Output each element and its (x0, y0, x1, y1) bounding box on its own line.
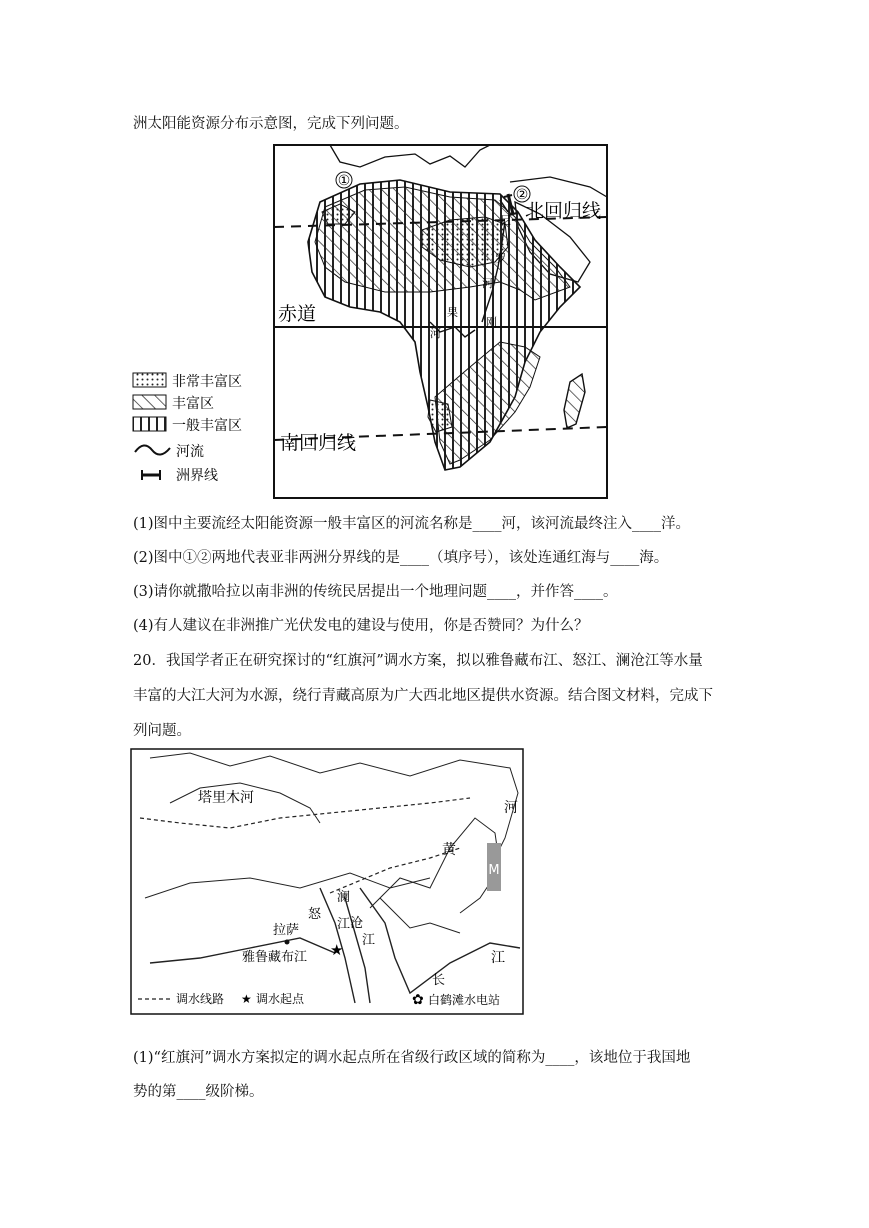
q20-line-1: 20．我国学者正在研究探讨的“红旗河”调水方案，拟以雅鲁藏布江、怒江、澜沧江等水量 (133, 653, 703, 669)
lan-label: 澜 (337, 890, 351, 905)
legend-star-icon: ★ (241, 992, 252, 1006)
legend-start: 调水起点 (256, 992, 305, 1006)
q20-sub-1-line-1: (1)“红旗河”调水方案拟定的调水起点所在省级行政区域的简称为____，该地位于我国地 (133, 1050, 691, 1066)
legend-very-rich: 非常丰富区 (172, 374, 242, 390)
baihetan-label: 白鹤滩水电站 (428, 993, 501, 1007)
legend-rich-swatch (133, 395, 166, 409)
river-char-gang: 刚 (486, 316, 497, 329)
legend-rich: 丰富区 (172, 396, 214, 412)
q20-line-2: 丰富的大江大河为水源，绕行青藏高原为广大西北地区提供水资源。结合图文材料，完成下 (133, 688, 713, 704)
legend-very-rich-swatch (133, 373, 166, 387)
jiang-label-3: 江 (491, 950, 505, 966)
lhasa-marker (285, 940, 290, 945)
river-char-luo: 罗 (495, 252, 506, 265)
q19-sub-1: (1)图中主要流经太阳能资源一般丰富区的河流名称是____河，该河流最终注入____洋。 (133, 516, 691, 532)
tropic-capricorn-label: 南回归线 (280, 432, 357, 454)
river-char-he-1: 河 (482, 277, 493, 290)
map-legend (133, 373, 242, 484)
cang-label: 沧 (350, 916, 364, 931)
huang-label: 黄 (442, 842, 456, 858)
q19-sub-4: (4)有人建议在非洲推广光伏发电的建设与使用，你是否赞同？为什么？ (133, 618, 589, 634)
china-water-transfer-map (130, 748, 525, 1016)
legend-general: 一般丰富区 (172, 418, 242, 434)
baihetan-icon: ✿ (412, 992, 424, 1008)
tarim-label: 塔里木河 (198, 790, 254, 806)
circle-2: ② (515, 187, 529, 203)
river-char-ni: 尼 (500, 214, 511, 227)
q20-line-3: 列问题。 (133, 723, 191, 739)
legend-general-swatch (133, 417, 166, 431)
nu-label: 怒 (308, 907, 322, 922)
map-frame (131, 749, 523, 1014)
circle-1: ① (337, 173, 351, 189)
tropic-cancer-label: 北回归线 (525, 200, 602, 222)
legend-boundary: 洲界线 (176, 468, 218, 484)
yarlung-label: 雅鲁藏布江 (242, 950, 308, 965)
equator-label: 赤道 (278, 303, 317, 325)
river-char-guo: 果 (447, 306, 458, 319)
start-point-star: ★ (330, 941, 344, 959)
legend-river: 河流 (176, 444, 204, 460)
legend-route: 调水线路 (176, 992, 225, 1006)
jiang-label-1: 江 (337, 917, 351, 932)
chang-label: 长 (432, 973, 446, 988)
q20-sub-1-line-2: 势的第____级阶梯。 (133, 1084, 264, 1100)
q19-sub-2: (2)图中①②两地代表亚非两洲分界线的是____（填序号），该处连通红海与____海。 (133, 550, 669, 566)
legend-river-symbol (135, 445, 170, 454)
intro-line: 洲太阳能资源分布示意图，完成下列问题。 (133, 116, 409, 132)
m-label: M (488, 863, 500, 878)
jiang-label-2: 江 (362, 933, 376, 948)
he-label: 河 (504, 800, 518, 816)
lhasa-label: 拉萨 (273, 923, 300, 938)
africa-solar-map (130, 142, 610, 500)
q19-sub-3: (3)请你就撒哈拉以南非洲的传统民居提出一个地理问题____，并作答____。 (133, 584, 618, 600)
river-char-he-2: 河 (430, 327, 441, 340)
